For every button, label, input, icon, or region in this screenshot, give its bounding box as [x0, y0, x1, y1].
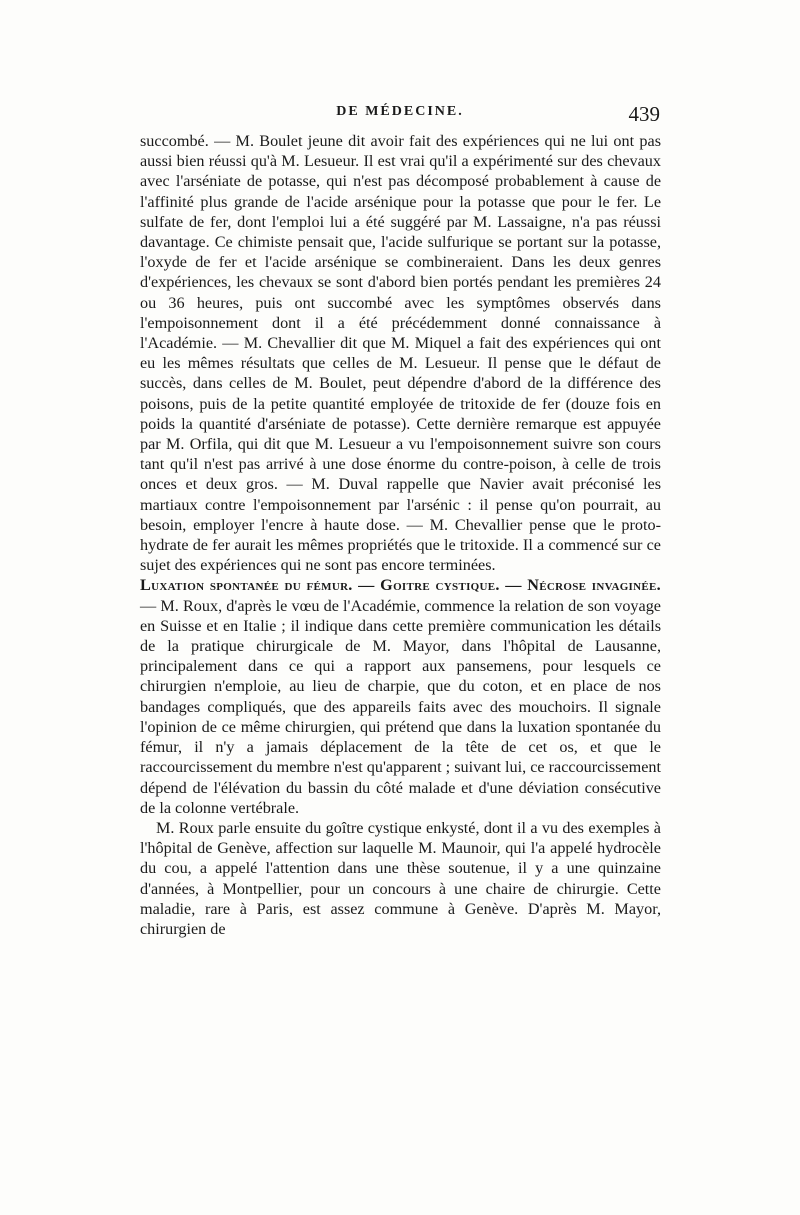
body-text [140, 131, 661, 939]
running-head: DE MÉDECINE. [336, 104, 464, 119]
paragraph-2 [140, 575, 661, 817]
page-number: 439 [628, 102, 660, 126]
paragraph-3: M. Roux parle ensuite du goître cystique enkysté, dont il a vu des exemples à l'hôpital de Genève, affection sur laquelle M. Maunoir, qui l'a appelé hydrocèle du cou, a appelé l'attention dans une thèse soutenue, il y a une quinzaine d'années, à Montpellier, pour un concours à une chaire de chirurgie. Cette maladie, rare à Paris, est assez commune à Genève. D'après M. Mayor, chirurgien de [140, 818, 661, 938]
paragraph-2-text: — M. Roux, d'après le vœu de l'Académie, commence la relation de son voyage en Suisse et en Italie ; il indique dans cette première communication les détails de la pratique chirurgicale de M. Mayor, dans l'hôpital de Lausanne, principalement dans ce qui a rapport aux pansemens, pour lesquels ce chirurgien n'emploie, au lieu de charpie, que du coton, et en place de nos bandages compliqués, que des appareils faits avec des mouchoirs. Il signale l'opinion de ce même chirurgien, qui prétend que dans la luxation spontanée du fémur, il n'y a jamais déplacement de la tête de cet os, et que le raccourcissement du membre n'est qu'apparent ; suivant lui, ce raccourcissement dépend de l'élévation du bassin du côté malade et d'une déviation consécutive de la colonne vertébrale. [140, 596, 661, 817]
section-title: Luxation spontanée du fémur. — Goitre cystique. — Nécrose invaginée. [140, 576, 661, 595]
page-header [140, 102, 660, 134]
paragraph-1: succombé. — M. Boulet jeune dit avoir fait des expériences qui ne lui ont pas aussi bien réussi qu'à M. Lesueur. Il est vrai qu'il a expérimenté sur des chevaux avec l'arséniate de potasse, qui n'est pas décomposé probablement à cause de l'affinité plus grande de l'acide arsénique pour la potasse que pour le fer. Le sulfate de fer, dont l'emploi lui a été suggéré par M. Lassaigne, n'a pas réussi davantage. Ce chimiste pensait que, l'acide sulfurique se portant sur la potasse, l'oxyde de fer et l'acide arsénique se combineraient. Dans les deux genres d'expériences, les chevaux se sont d'abord bien portés pendant les premières 24 ou 36 heures, puis ont succombé avec les symptômes observés dans l'empoisonnement dont il a été précédemment donné connaissance à l'Académie. — M. Chevallier dit que M. Miquel a fait des expériences qui ont eu les mêmes résultats que celles de M. Lesueur. Il pense que le défaut de succès, dans celles de M. Boulet, peut dépendre d'abord de la différence des poisons, puis de la petite quantité employée de tritoxide de fer (douze fois en poids la quantité d'arséniate de potasse). Cette dernière remarque est appuyée par M. Orfila, qui dit que M. Lesueur a vu l'empoisonnement suivre son cours tant qu'il n'est pas arrivé à une dose énorme du contre-poison, à celle de trois onces et deux gros. — M. Duval rappelle que Navier avait préconisé les martiaux contre l'empoisonnement par l'arsénic : il pense qu'on pourrait, au besoin, employer l'encre à haute dose. — M. Chevallier pense que le proto-hydrate de fer aurait les mêmes propriétés que le tritoxide. Il a commencé sur ce sujet des expériences qui ne sont pas encore terminées. [140, 132, 661, 575]
